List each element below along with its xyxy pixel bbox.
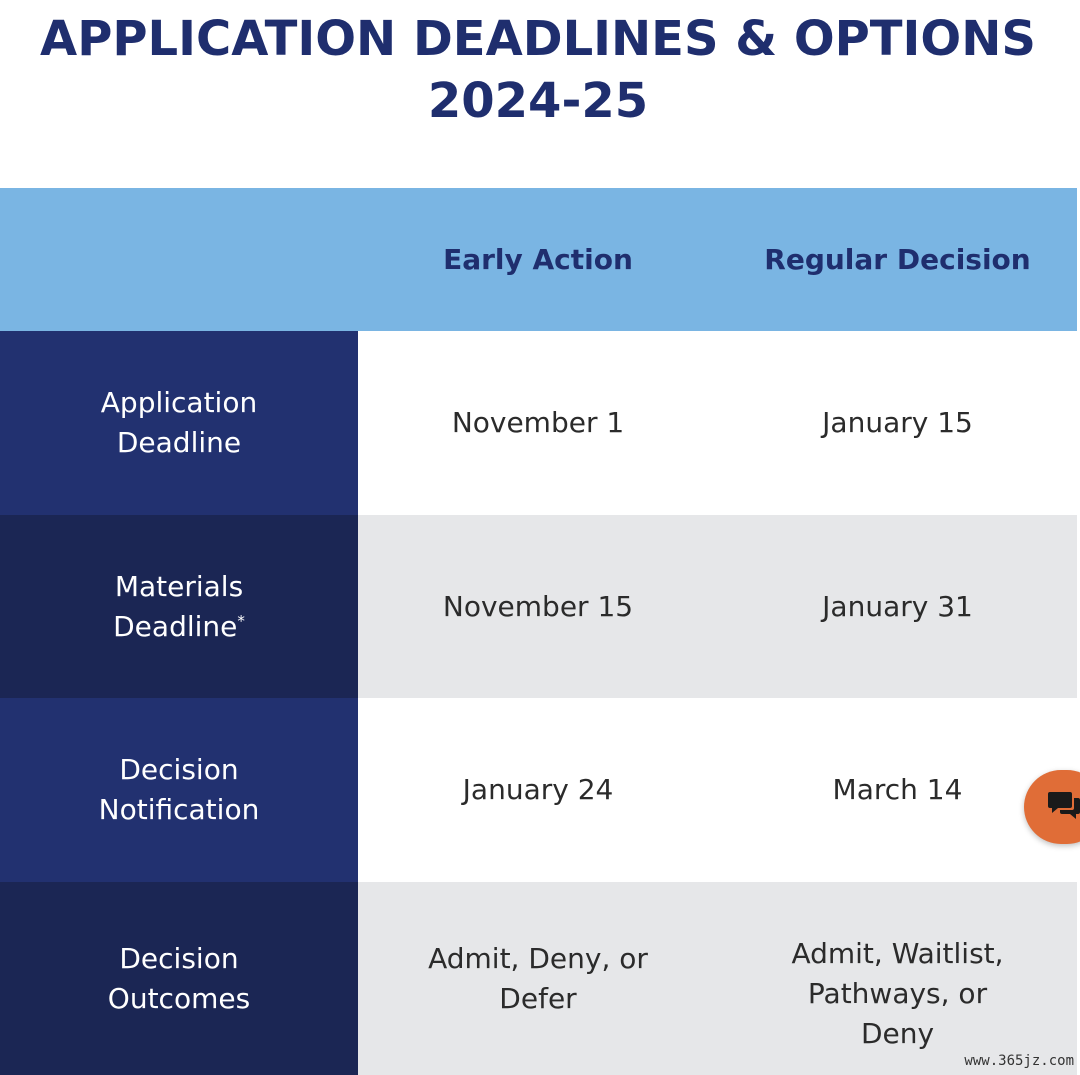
cell-line: Pathways, or: [807, 977, 988, 1010]
cell-early-action: November 15: [442, 589, 634, 623]
cell-line: Admit, Deny, or: [428, 941, 648, 975]
row-label-line: Outcomes: [107, 981, 251, 1015]
cell-line: Deny: [860, 1017, 935, 1050]
page-title: [0, 8, 1076, 132]
row-label-line: Deadline: [116, 426, 242, 459]
row-label-line: Decision: [119, 753, 239, 786]
table-row-decision-outcomes: [0, 882, 1077, 1075]
row-label: [0, 698, 358, 882]
row-label-line: Decision: [119, 941, 239, 975]
table-row-decision-notification: [0, 698, 1077, 882]
table-row-application-deadline: [0, 331, 1077, 515]
row-label-line: Materials: [114, 569, 244, 603]
row-label-text: Deadline: [113, 609, 238, 643]
cell-early-action: November 1: [451, 406, 625, 439]
row-label: [0, 331, 358, 515]
row-label-line: [113, 607, 245, 647]
column-header-regular-decision: Regular Decision: [764, 243, 1031, 276]
chat-bubbles-icon: [1048, 790, 1080, 820]
cell-regular-decision: [718, 882, 1077, 1075]
row-label: [0, 882, 358, 1075]
title-line-1: APPLICATION DEADLINES & OPTIONS: [40, 11, 1036, 67]
cell-regular-decision: January 31: [822, 589, 973, 623]
row-label-line: Application: [100, 386, 258, 419]
table-row-materials-deadline: [0, 515, 1077, 698]
watermark: www.365jz.com: [964, 1053, 1074, 1069]
row-label: [0, 515, 358, 698]
cell-early-action: January 24: [462, 773, 614, 806]
cell-line: Admit, Waitlist,: [791, 937, 1004, 970]
cell-line: Defer: [499, 981, 577, 1015]
title-line-2: 2024-25: [427, 73, 649, 129]
cell-regular-decision: January 15: [822, 406, 973, 439]
cell-early-action: [358, 882, 718, 1075]
column-header-early-action: Early Action: [443, 243, 633, 276]
row-label-line: Notification: [98, 793, 260, 826]
cell-regular-decision: March 14: [832, 773, 963, 806]
table-header: [0, 188, 1077, 331]
footnote-asterisk: *: [237, 611, 245, 630]
